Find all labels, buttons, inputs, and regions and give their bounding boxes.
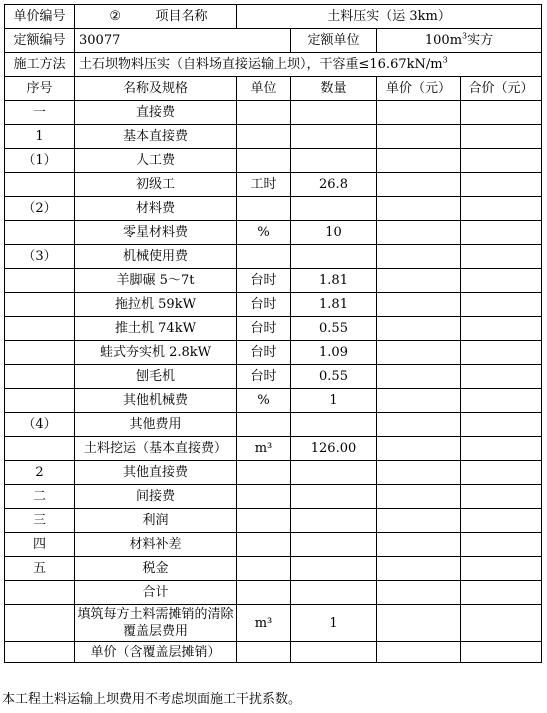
unit-no-label: 单价编号: [5, 5, 75, 29]
col-qty: 数量: [291, 77, 377, 101]
row-no: 一: [5, 101, 75, 125]
row-name: 基本直接费: [75, 125, 237, 149]
quota-unit-suffix: 实方: [467, 33, 494, 48]
row-unit: [237, 125, 291, 149]
row-qty: [291, 245, 377, 269]
row-no: （1）: [5, 149, 75, 173]
row-total-price: [461, 437, 542, 461]
row-no: [5, 221, 75, 245]
row-total-price: [461, 389, 542, 413]
row-no: [5, 389, 75, 413]
row-unit: [237, 149, 291, 173]
row-qty: [291, 533, 377, 557]
row-unit-price: [377, 437, 461, 461]
row-total-price: [461, 269, 542, 293]
row-no: [5, 317, 75, 341]
row-total-price: [461, 461, 542, 485]
row-unit-price: [377, 389, 461, 413]
table-row: [5, 581, 542, 605]
row-unit-price: [377, 581, 461, 605]
row-unit-price: [377, 221, 461, 245]
row-unit-price: [377, 365, 461, 389]
table-row: [5, 461, 542, 485]
row-unit-price: [377, 125, 461, 149]
row-qty: 1.81: [291, 269, 377, 293]
row-unit: 台时: [237, 365, 291, 389]
table-row: [5, 197, 542, 221]
table-row: [5, 221, 542, 245]
row-no: 1: [5, 125, 75, 149]
row-name: 材料费: [75, 197, 237, 221]
row-unit-price: [377, 173, 461, 197]
row-total-price: [461, 557, 542, 581]
table-row: [5, 365, 542, 389]
row-qty: 1: [291, 389, 377, 413]
row-unit: [237, 485, 291, 509]
row-unit-price: [377, 149, 461, 173]
row-total-price: [461, 413, 542, 437]
row-total-price: [461, 642, 542, 663]
quota-no-value: 30077: [75, 29, 291, 53]
row-qty: [291, 197, 377, 221]
row-unit: m³: [237, 437, 291, 461]
row-name: 单价（含覆盖层摊销）: [75, 642, 237, 663]
row-unit-price: [377, 197, 461, 221]
header-row-3: [5, 53, 542, 77]
row-no: 五: [5, 557, 75, 581]
table-row: [5, 389, 542, 413]
table-row: [5, 173, 542, 197]
row-unit: [237, 245, 291, 269]
row-unit: %: [237, 389, 291, 413]
row-qty: [291, 149, 377, 173]
row-unit: [237, 509, 291, 533]
row-total-price: [461, 293, 542, 317]
row-unit: 工时: [237, 173, 291, 197]
row-name: 其他直接费: [75, 461, 237, 485]
row-unit: [237, 557, 291, 581]
row-total-price: [461, 365, 542, 389]
row-unit-price: [377, 642, 461, 663]
row-qty: [291, 413, 377, 437]
project-name-value: 土料压实（运 3km）: [237, 5, 542, 29]
row-name: 土料挖运（基本直接费）: [75, 437, 237, 461]
row-unit-price: [377, 293, 461, 317]
row-name: 合计: [75, 581, 237, 605]
row-total-price: [461, 605, 542, 642]
row-qty: [291, 101, 377, 125]
table-row: [5, 125, 542, 149]
row-name: 其他费用: [75, 413, 237, 437]
row-name: 刨毛机: [75, 365, 237, 389]
row-name: 利润: [75, 509, 237, 533]
row-name: 初级工: [75, 173, 237, 197]
method-text: 土石坝物料压实（自料场直接运输上坝），干容重≤16.67kN/m: [79, 57, 443, 72]
row-no: [5, 341, 75, 365]
quota-unit-value: [377, 29, 542, 53]
row-unit: %: [237, 221, 291, 245]
row-unit: [237, 413, 291, 437]
table-row: [5, 341, 542, 365]
row-name: 拖拉机 59kW: [75, 293, 237, 317]
row-name: 羊脚碾 5～7t: [75, 269, 237, 293]
row-unit-price: [377, 101, 461, 125]
row-qty: 10: [291, 221, 377, 245]
row-unit-price: [377, 533, 461, 557]
row-name: 材料补差: [75, 533, 237, 557]
row-no: [5, 437, 75, 461]
unit-no-value: [75, 5, 237, 29]
column-header-row: [5, 77, 542, 101]
col-total-price: 合价（元）: [461, 77, 542, 101]
row-unit-price: [377, 605, 461, 642]
row-qty: 1: [291, 605, 377, 642]
row-qty: 0.55: [291, 317, 377, 341]
project-name-label: 项目名称: [155, 9, 208, 24]
row-total-price: [461, 581, 542, 605]
row-name: 直接费: [75, 101, 237, 125]
table-row: [5, 293, 542, 317]
row-name: 零星材料费: [75, 221, 237, 245]
row-name: 其他机械费: [75, 389, 237, 413]
unit-no-symbol: ②: [109, 9, 122, 24]
row-qty: 1.09: [291, 341, 377, 365]
row-unit: 台时: [237, 341, 291, 365]
row-name: 税金: [75, 557, 237, 581]
row-total-price: [461, 317, 542, 341]
row-unit-price: [377, 245, 461, 269]
table-row: [5, 437, 542, 461]
table-row: [5, 269, 542, 293]
header-row-1: [5, 5, 542, 29]
row-no: （4）: [5, 413, 75, 437]
unit-price-table: [4, 4, 542, 663]
row-unit-price: [377, 317, 461, 341]
row-qty: 26.8: [291, 173, 377, 197]
row-no: [5, 269, 75, 293]
method-label: 施工方法: [5, 53, 75, 77]
row-qty: 0.55: [291, 365, 377, 389]
row-unit-price: [377, 509, 461, 533]
row-unit-price: [377, 557, 461, 581]
row-no: 二: [5, 485, 75, 509]
row-unit: [237, 197, 291, 221]
row-no: [5, 365, 75, 389]
row-name: 机械使用费: [75, 245, 237, 269]
table-row: [5, 642, 542, 663]
row-total-price: [461, 509, 542, 533]
row-qty: [291, 461, 377, 485]
row-name: 填筑每方土料需摊销的清除覆盖层费用: [75, 605, 237, 642]
row-unit-price: [377, 485, 461, 509]
method-value: [75, 53, 542, 77]
table-row: [5, 317, 542, 341]
row-total-price: [461, 485, 542, 509]
header-row-2: [5, 29, 542, 53]
table-row: [5, 245, 542, 269]
row-unit: 台时: [237, 317, 291, 341]
row-name: 推土机 74kW: [75, 317, 237, 341]
row-no: （3）: [5, 245, 75, 269]
row-unit: [237, 642, 291, 663]
row-no: [5, 642, 75, 663]
quota-unit-label: 定额单位: [291, 29, 377, 53]
row-total-price: [461, 533, 542, 557]
table-row: [5, 101, 542, 125]
row-unit: [237, 101, 291, 125]
row-qty: [291, 485, 377, 509]
row-qty: 1.81: [291, 293, 377, 317]
table-row: [5, 533, 542, 557]
row-unit-price: [377, 269, 461, 293]
row-total-price: [461, 173, 542, 197]
row-total-price: [461, 221, 542, 245]
row-unit: [237, 581, 291, 605]
quota-no-label: 定额编号: [5, 29, 75, 53]
table-row: [5, 509, 542, 533]
row-total-price: [461, 341, 542, 365]
row-qty: [291, 642, 377, 663]
row-no: [5, 581, 75, 605]
row-name: 间接费: [75, 485, 237, 509]
footnote: 本工程土料运输上坝费用不考虑坝面施工干扰系数。: [2, 692, 302, 707]
row-no: 三: [5, 509, 75, 533]
row-name: 蛙式夯实机 2.8kW: [75, 341, 237, 365]
row-qty: [291, 581, 377, 605]
row-total-price: [461, 245, 542, 269]
row-no: （2）: [5, 197, 75, 221]
row-unit: 台时: [237, 269, 291, 293]
row-unit: [237, 533, 291, 557]
row-no: [5, 293, 75, 317]
quota-unit-prefix: 100m: [424, 33, 463, 48]
row-no: [5, 173, 75, 197]
quota-unit-sup: 3: [462, 31, 468, 41]
row-unit: m³: [237, 605, 291, 642]
row-unit-price: [377, 413, 461, 437]
table-row: [5, 605, 542, 642]
table-row: [5, 485, 542, 509]
row-unit-price: [377, 461, 461, 485]
row-unit-price: [377, 341, 461, 365]
row-name: 人工费: [75, 149, 237, 173]
row-total-price: [461, 197, 542, 221]
table-row: [5, 413, 542, 437]
row-no: 2: [5, 461, 75, 485]
col-name: 名称及规格: [75, 77, 237, 101]
row-qty: [291, 557, 377, 581]
row-qty: [291, 509, 377, 533]
row-qty: 126.00: [291, 437, 377, 461]
col-unit-price: 单价（元）: [377, 77, 461, 101]
row-no: 四: [5, 533, 75, 557]
col-no: 序号: [5, 77, 75, 101]
row-total-price: [461, 149, 542, 173]
row-qty: [291, 125, 377, 149]
table-row: [5, 149, 542, 173]
method-sup: 3: [442, 55, 448, 65]
row-no: [5, 605, 75, 642]
row-unit: [237, 461, 291, 485]
row-total-price: [461, 125, 542, 149]
row-unit: 台时: [237, 293, 291, 317]
col-unit: 单位: [237, 77, 291, 101]
row-total-price: [461, 101, 542, 125]
table-row: [5, 557, 542, 581]
